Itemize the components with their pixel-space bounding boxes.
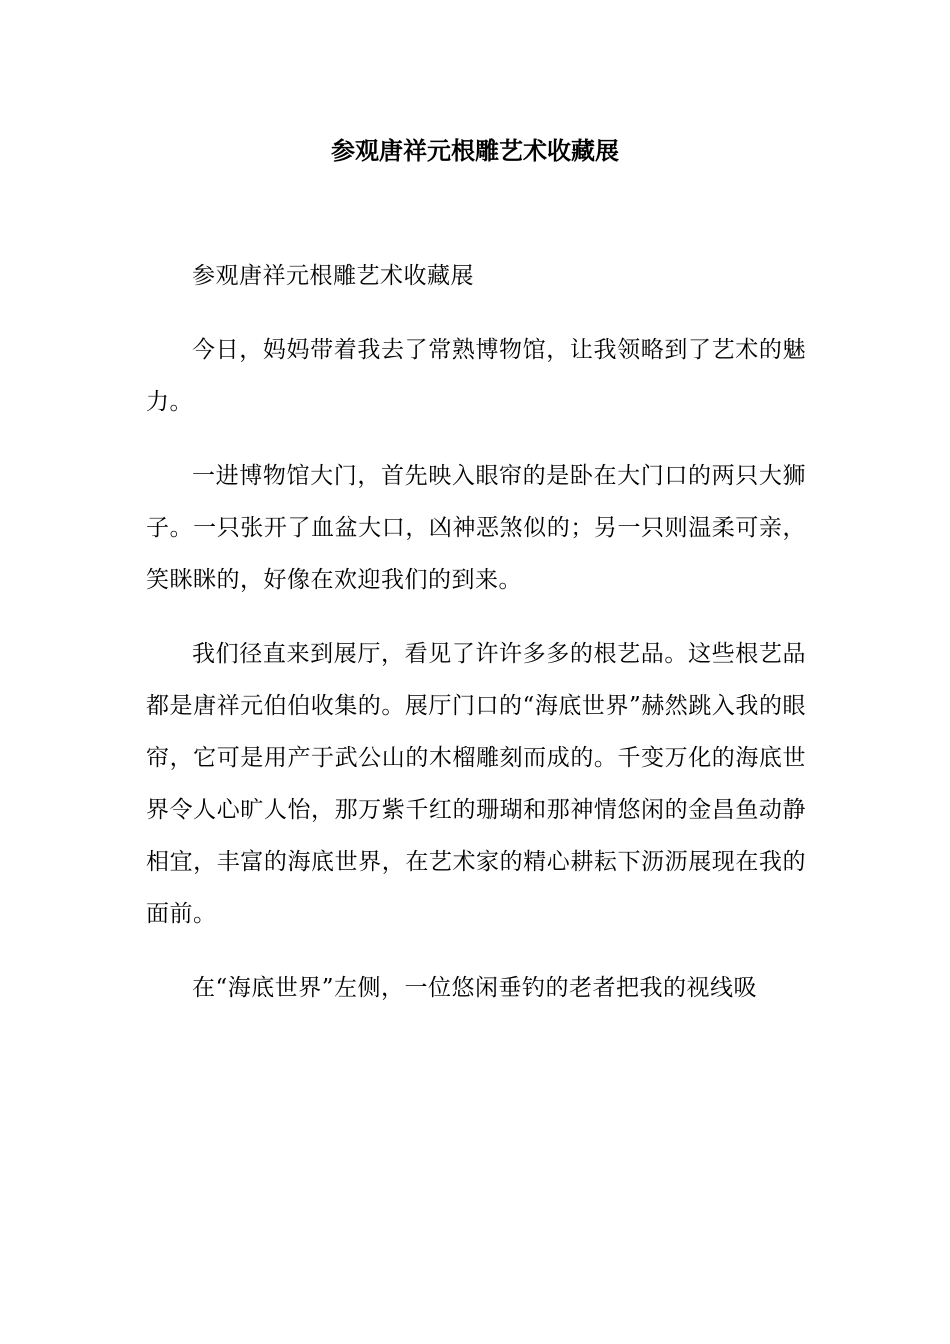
document-title: 参观唐祥元根雕艺术收藏展	[331, 136, 619, 165]
document-body	[146, 250, 806, 1014]
paragraph-intro: 今日，妈妈带着我去了常熟博物馆，让我领略到了艺术的魅力。	[146, 337, 806, 415]
paragraph-subtitle: 参观唐祥元根雕艺术收藏展	[192, 263, 474, 289]
paragraph-fisherman: 在“海底世界”左侧，一位悠闲垂钓的老者把我的视线吸	[192, 975, 758, 1001]
paragraph-exhibition-hall: 我们径直来到展厅，看见了许许多多的根艺品。这些根艺品都是唐祥元伯伯收集的。展厅门口的“海底世界”赫然跳入我的眼帘，它可是用产于武公山的木榴雕刻而成的。千变万化的海底世界令人心旷人怡，那万紫千红的珊瑚和那神情悠闲的金昌鱼动静相宜，丰富的海底世界，在艺术家的精心耕耘下沥沥展现在我的面前。	[146, 641, 806, 927]
paragraph-lions: 一进博物馆大门，首先映入眼帘的是卧在大门口的两只大狮子。一只张开了血盆大口，凶神恶煞似的；另一只则温柔可亲，笑眯眯的，好像在欢迎我们的到来。	[146, 463, 806, 593]
